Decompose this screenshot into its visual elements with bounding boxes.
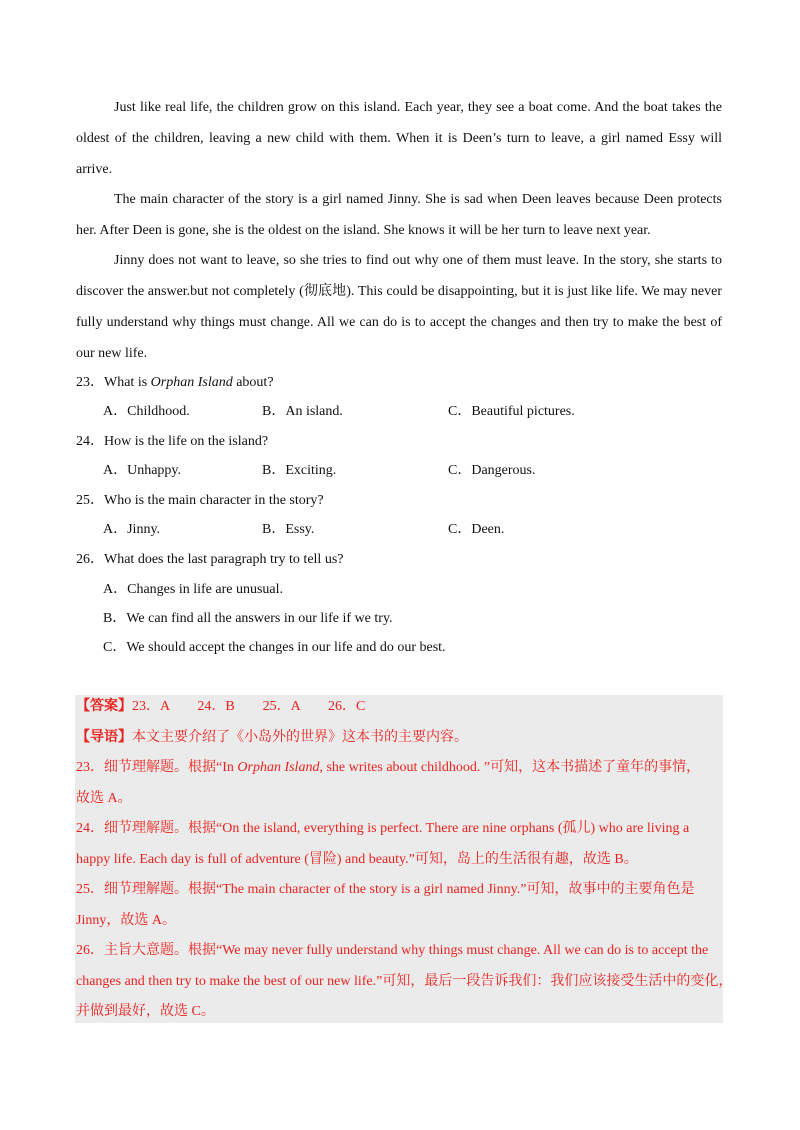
question-26-option-a: A．Changes in life are unusual.	[103, 582, 284, 597]
question-24-option-c: C．Dangerous.	[448, 463, 536, 478]
explanation-26-line-3: 并做到最好，故选 C。	[76, 1004, 215, 1019]
guide-text: 本文主要介绍了《小岛外的世界》这本书的主要内容。	[132, 730, 468, 745]
answer-label: 【答案】	[76, 699, 132, 714]
passage-paragraph-1-text: Just like real life, the children grow on this island. Each year, they see a boat come. And the boat takes the oldest of the children, leaving a new child with them. When it is Deen’s turn to leave, a girl named Essy will arrive.	[76, 100, 722, 177]
explanation-25-line-1: 25．细节理解题。根据“The main character of the story is a girl named Jinny.”可知，故事中的主要角色是	[76, 882, 695, 897]
guide-label: 【导语】	[76, 730, 132, 745]
guide-line	[76, 728, 468, 748]
passage-paragraph-3-text: Jinny does not want to leave, so she tries to find out why one of them must leave. In the story, she starts to discover the answer.but not completely (彻底地). This could be disappointing, but it is just like life. We may never fully understand why things must change. All we can do is to accept the changes and then try to make the best of our new life.	[76, 253, 722, 361]
question-24-option-b: B．Exciting.	[262, 463, 337, 478]
explanation-23-pre: 23．细节理解题。根据“In	[76, 760, 238, 775]
explanation-23-post: , she writes about childhood. ”可知，这本书描述了童年的事情，	[319, 760, 701, 775]
question-24-option-a: A．Unhappy.	[103, 463, 182, 478]
question-26: 26．What does the last paragraph try to tell us?	[76, 552, 344, 567]
passage-paragraph-1	[76, 92, 722, 185]
question-23	[76, 373, 274, 393]
question-23-title: Orphan Island	[150, 375, 233, 390]
question-25: 25．Who is the main character in the story?	[76, 493, 324, 508]
answer-key	[76, 697, 365, 717]
passage-paragraph-3	[76, 245, 722, 369]
explanation-26-line-1: 26．主旨大意题。根据“We may never fully understand why things must change. All we can do is to accept the	[76, 943, 709, 958]
question-25-option-a: A．Jinny.	[103, 522, 161, 537]
explanation-23-line-2: 故选 A。	[76, 791, 132, 806]
question-26-option-c: C．We should accept the changes in our life and do our best.	[103, 640, 446, 655]
explanation-24-line-1: 24．细节理解题。根据“On the island, everything is perfect. There are nine orphans (孤儿) who are living a	[76, 821, 690, 836]
explanation-25-line-2: Jinny，故选 A。	[76, 913, 176, 928]
answer-text: 23．A 24．B 25．A 26．C	[132, 699, 366, 714]
passage-paragraph-2	[76, 184, 722, 246]
explanation-24-line-2: happy life. Each day is full of adventure (冒险) and beauty.”可知，岛上的生活很有趣，故选 B。	[76, 852, 638, 867]
explanation-23-title: Orphan Island	[237, 760, 320, 775]
explanation-26-line-2: changes and then try to make the best of our new life.”可知，最后一段告诉我们：我们应该接受生活中的变化，	[76, 974, 733, 989]
question-25-option-c: C．Deen.	[448, 522, 505, 537]
question-23-suffix: about?	[232, 375, 274, 390]
question-25-option-b: B．Essy.	[262, 522, 315, 537]
question-23-option-a: A．Childhood.	[103, 404, 190, 419]
question-23-option-b: B．An island.	[262, 404, 343, 419]
passage-paragraph-2-text: The main character of the story is a girl named Jinny. She is sad when Deen leaves because Deen protects her. After Deen is gone, she is the oldest on the island. She knows it will be her turn to leave next year.	[76, 192, 722, 238]
question-26-option-b: B．We can find all the answers in our life if we try.	[103, 611, 393, 626]
question-23-option-c: C．Beautiful pictures.	[448, 404, 575, 419]
question-23-prefix: 23．What is	[76, 375, 151, 390]
question-24: 24．How is the life on the island?	[76, 434, 269, 449]
explanation-23-line-1	[76, 758, 700, 778]
